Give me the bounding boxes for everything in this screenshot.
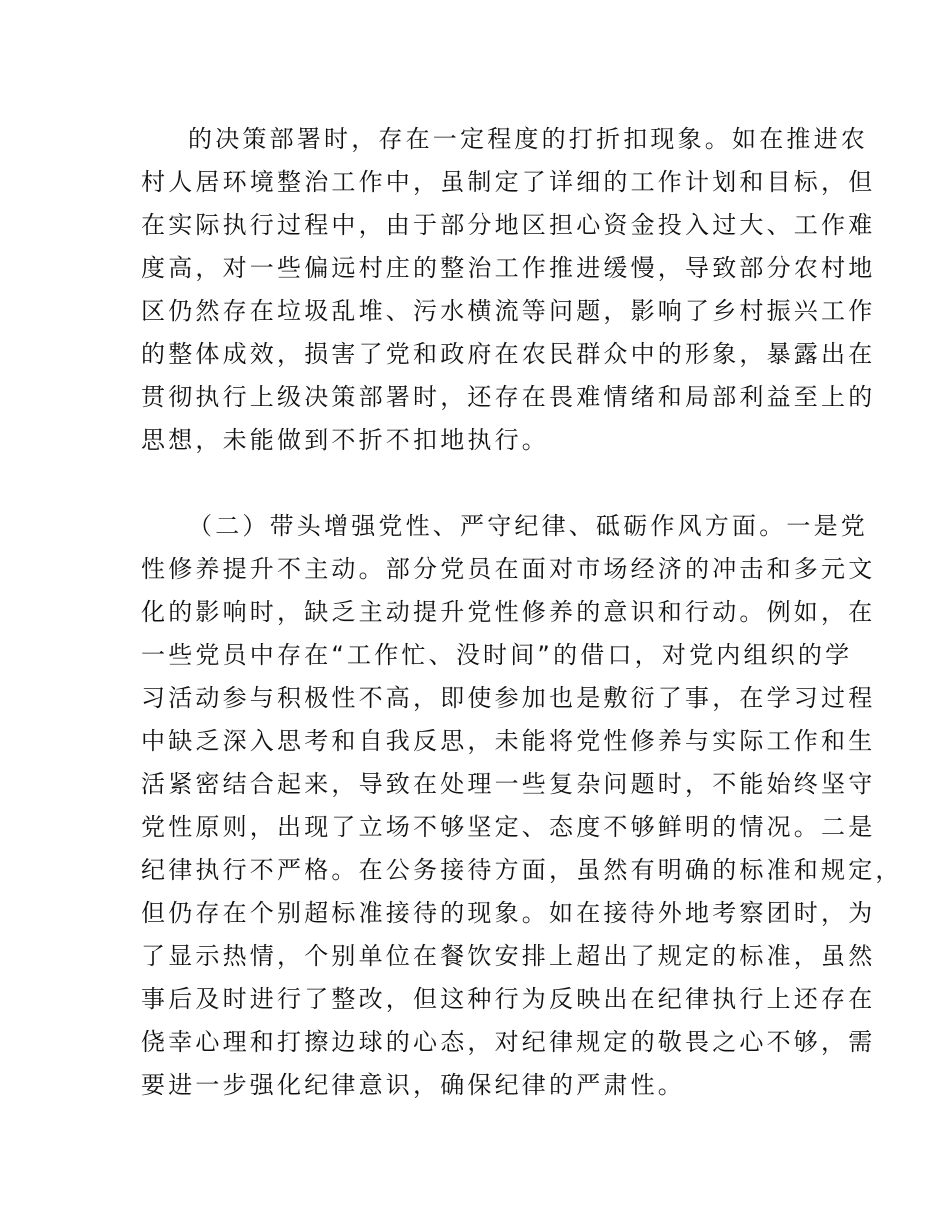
paragraph-party-discipline <box>141 505 903 1107</box>
text-line: 要进一步强化纪律意识，确保纪律的严肃性。 <box>141 1071 685 1099</box>
text-line: 纪律执行不严格。在公务接待方面，虽然有明确的标准和规定， <box>141 856 903 884</box>
text-line: 化的影响时，缺乏主动提升党性修养的意识和行动。例如，在 <box>141 598 876 626</box>
section-heading-line: （二）带头增强党性、严守纪律、砥砺作风方面。一是党 <box>188 512 868 540</box>
text-line: 在实际执行过程中，由于部分地区担心资金投入过大、工作难 <box>141 211 876 239</box>
text-line: 一些党员中存在“工作忙、没时间”的借口，对党内组织的学 <box>141 641 853 669</box>
text-line: 但仍存在个别超标准接待的现象。如在接待外地考察团时，为 <box>141 899 876 927</box>
text-line: 村人居环境整治工作中，虽制定了详细的工作计划和目标，但 <box>141 168 876 196</box>
text-line: 性修养提升不主动。部分党员在面对市场经济的冲击和多元文 <box>141 555 876 583</box>
text-line: 事后及时进行了整改，但这种行为反映出在纪律执行上还存在 <box>141 985 876 1013</box>
text-line: 中缺乏深入思考和自我反思，未能将党性修养与实际工作和生 <box>141 727 876 755</box>
text-line: 度高，对一些偏远村庄的整治工作推进缓慢，导致部分农村地 <box>141 254 876 282</box>
text-line: 习活动参与积极性不高，即使参加也是敷衍了事，在学习过程 <box>141 684 876 712</box>
text-line: 思想，未能做到不折不扣地执行。 <box>141 426 549 454</box>
text-line: 区仍然存在垃圾乱堆、污水横流等问题，影响了乡村振兴工作 <box>141 297 876 325</box>
text-line: 活紧密结合起来，导致在处理一些复杂问题时，不能始终坚守 <box>141 770 876 798</box>
text-line: 的整体成效，损害了党和政府在农民群众中的形象，暴露出在 <box>141 340 876 368</box>
text-line: 的决策部署时，存在一定程度的打折扣现象。如在推进农 <box>188 125 868 153</box>
paragraph-village-environment <box>141 118 876 462</box>
text-line: 贯彻执行上级决策部署时，还存在畏难情绪和局部利益至上的 <box>141 383 876 411</box>
text-line: 侥幸心理和打擦边球的心态，对纪律规定的敬畏之心不够，需 <box>141 1028 876 1056</box>
text-line: 了显示热情，个别单位在餐饮安排上超出了规定的标准，虽然 <box>141 942 876 970</box>
text-line: 党性原则，出现了立场不够坚定、态度不够鲜明的情况。二是 <box>141 813 876 841</box>
